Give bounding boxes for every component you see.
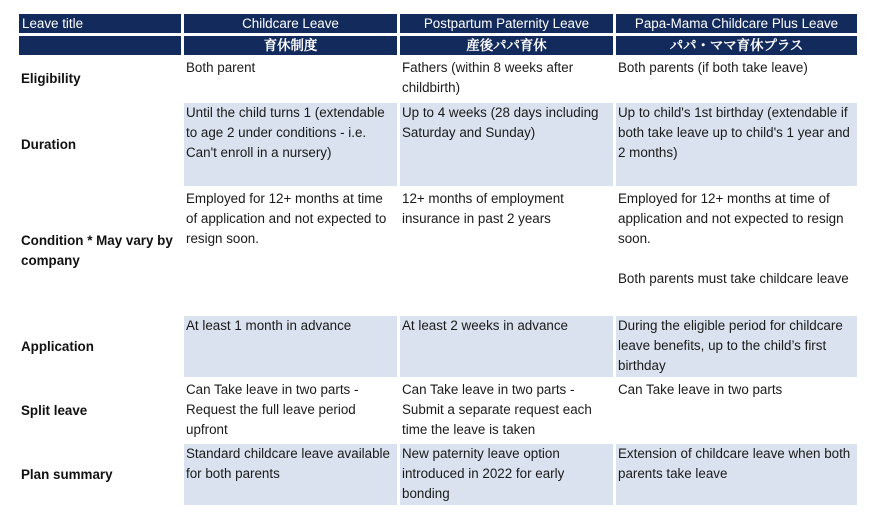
cell-text: During the eligible period for childcare leave benefits, up to the child’s first birthday (618, 318, 843, 373)
table-cell (616, 103, 857, 186)
header-empty-cell (19, 36, 181, 55)
table-cell (184, 103, 397, 186)
cell-text: Both parent (186, 60, 256, 75)
cell-text: 12+ months of employment insurance in past 2 years (402, 191, 564, 226)
header-plan-papa-mama-plus: Papa-Mama Childcare Plus Leave (616, 14, 857, 33)
table-cell (184, 189, 397, 313)
header-plan-jp-postpartum-paternity-leave: 産後パパ育休 (400, 36, 613, 55)
cell-text: Can Take leave in two parts - Request the full leave period upfront (186, 382, 359, 437)
header-plan-postpartum-paternity-leave: Postpartum Paternity Leave (400, 14, 613, 33)
cell-text: Fathers (within 8 weeks after childbirth) (402, 60, 574, 95)
table-cell (400, 189, 613, 313)
row-label: Split leave (21, 402, 88, 418)
row-label: Duration (21, 136, 77, 152)
cell-text: Both parents must take childcare leave (618, 271, 849, 286)
cell-text: Up to child's 1st birthday (extendable if both take leave up to child's 1 year and 2 months) (618, 105, 850, 160)
table-cell (616, 316, 857, 377)
table-cell (184, 444, 397, 505)
header-plan-jp-childcare-leave: 育休制度 (184, 36, 397, 55)
table-cell (616, 380, 857, 441)
row-label: Plan summary (21, 466, 113, 482)
cell-text: Extension of childcare leave when both parents take leave (618, 446, 851, 481)
cell-text: Up to 4 weeks (28 days including Saturday and Sunday) (402, 105, 599, 140)
cell-text: At least 2 weeks in advance (402, 318, 568, 333)
header-plan-childcare-leave: Childcare Leave (184, 14, 397, 33)
table-cell (616, 444, 857, 505)
header-row (19, 14, 857, 33)
table-cell (400, 380, 613, 441)
table-body (19, 58, 857, 505)
cell-text: Can Take leave in two parts (618, 382, 783, 397)
cell-text: Can Take leave in two parts - Submit a separate request each time the leave is taken (402, 382, 592, 437)
leave-comparison-table (16, 11, 860, 508)
table-row-application (19, 316, 857, 377)
cell-text: At least 1 month in advance (186, 318, 352, 333)
cell-text: Employed for 12+ months at time of application and not expected to resign soon. (186, 191, 387, 246)
table-row-plan-summary (19, 444, 857, 505)
table-row-split-leave (19, 380, 857, 441)
table-row-eligibility (19, 58, 857, 100)
table-cell (616, 189, 857, 313)
cell-text: Both parents (if both take leave) (618, 60, 808, 75)
table-cell (400, 103, 613, 186)
table-cell (184, 380, 397, 441)
table-header (19, 14, 857, 55)
table-row-condition (19, 189, 857, 313)
table-cell (184, 58, 397, 100)
table-row-duration (19, 103, 857, 186)
row-label: Eligibility (21, 71, 81, 86)
header-leave-title: Leave title (19, 14, 181, 33)
table-cell (400, 316, 613, 377)
cell-text: Until the child turns 1 (extendable to age 2 under conditions - i.e. Can't enroll in a nursery) (186, 105, 385, 160)
row-label: Application (21, 338, 94, 354)
row-label: Condition * May vary by company (21, 233, 173, 268)
cell-text: Standard childcare leave available for both parents (186, 446, 390, 481)
table-cell (616, 58, 857, 100)
cell-text: Employed for 12+ months at time of application and not expected to resign soon. (618, 191, 844, 246)
header-plan-jp-papa-mama-plus: パパ・ママ育休プラス (616, 36, 857, 55)
table-cell (184, 316, 397, 377)
cell-text: New paternity leave option introduced in 2022 for early bonding (402, 446, 565, 501)
table-cell (400, 444, 613, 505)
table-cell (400, 58, 613, 100)
header-row-japanese (19, 36, 857, 55)
